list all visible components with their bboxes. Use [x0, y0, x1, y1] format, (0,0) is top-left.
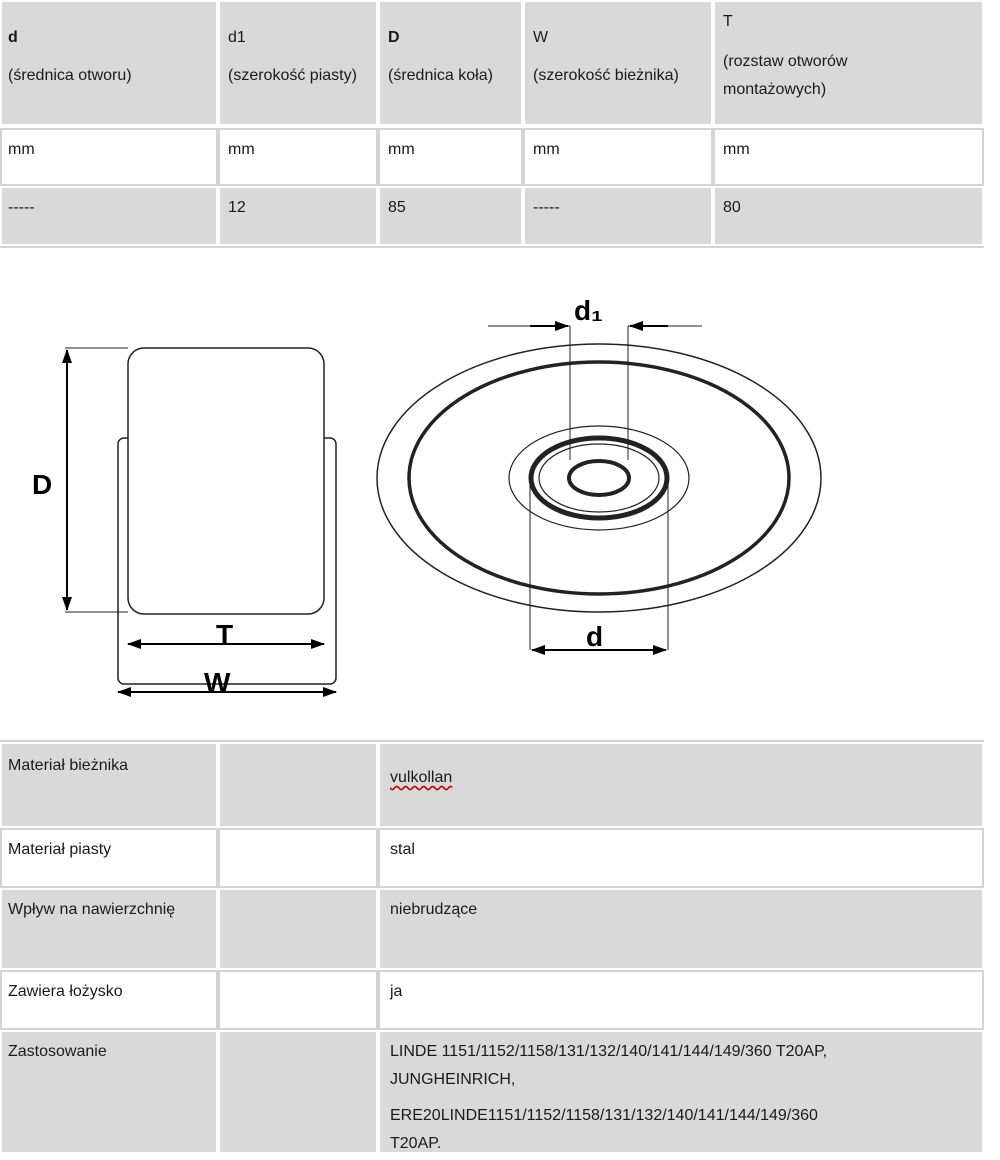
page-margin-right [984, 0, 1000, 1160]
property-value: niebrudzące [390, 901, 478, 918]
wheel-diagram [0, 246, 984, 742]
header-d1-desc: (szerokość piasty) [228, 67, 357, 84]
value-text: 80 [723, 199, 741, 216]
property-label: Materiał piasty [8, 841, 112, 858]
wheel-drawing [0, 248, 984, 744]
label-T: T [216, 619, 234, 650]
header-T-symbol: T [723, 13, 733, 30]
property-value-line: ERE20LINDE1151/1152/1158/131/132/140/141/144/149/360 [390, 1107, 818, 1124]
label-d: d [586, 621, 604, 652]
property-value-line: JUNGHEINRICH, [390, 1071, 516, 1088]
value-cell [0, 186, 218, 246]
unit-cell [378, 128, 523, 186]
property-empty-cell [218, 742, 378, 828]
header-W-symbol: W [533, 29, 549, 46]
front-view [377, 326, 821, 650]
unit-cell [0, 128, 218, 186]
value-cell [378, 186, 523, 246]
value-text: ----- [8, 199, 35, 216]
header-cell-W [523, 0, 713, 126]
page-margin-bottom [0, 1152, 1000, 1160]
property-value-cell [378, 1030, 984, 1160]
header-D-desc: (średnica koła) [388, 67, 493, 84]
property-empty-cell [218, 1030, 378, 1160]
property-label-cell [0, 742, 218, 828]
unit-text: mm [228, 141, 255, 158]
unit-text: mm [723, 141, 750, 158]
label-d1: d₁ [574, 295, 603, 326]
unit-cell [713, 128, 984, 186]
value-text: 12 [228, 199, 246, 216]
property-value: ja [390, 983, 403, 1000]
property-label: Zawiera łożysko [8, 983, 123, 1000]
value-cell [523, 186, 713, 246]
value-cell [713, 186, 984, 246]
unit-cell [523, 128, 713, 186]
header-W-desc: (szerokość bieżnika) [533, 67, 679, 84]
header-D-symbol: D [388, 29, 400, 46]
property-label: Wpływ na nawierzchnię [8, 901, 176, 918]
header-d-desc: (średnica otworu) [8, 67, 132, 84]
header-cell-D [378, 0, 523, 126]
unit-text: mm [533, 141, 560, 158]
side-view [65, 348, 336, 684]
header-d1-symbol: d1 [228, 29, 246, 46]
value-cell [218, 186, 378, 246]
unit-text: mm [388, 141, 415, 158]
property-value-cell [378, 828, 984, 888]
property-value-cell [378, 888, 984, 970]
value-text: 85 [388, 199, 406, 216]
property-label-cell [0, 888, 218, 970]
label-W: W [204, 667, 231, 698]
property-label: Zastosowanie [8, 1043, 107, 1060]
property-value-line: LINDE 1151/1152/1158/131/132/140/141/144/149/360 T20AP, [390, 1043, 828, 1060]
label-D: D [32, 469, 53, 500]
header-cell-T [713, 0, 984, 126]
value-text: ----- [533, 199, 560, 216]
header-T-desc-line2: montażowych) [723, 81, 827, 98]
property-label-cell [0, 1030, 218, 1160]
header-T-desc-line1: (rozstaw otworów [723, 53, 848, 70]
property-empty-cell [218, 970, 378, 1030]
property-value-line: T20AP. [390, 1135, 442, 1152]
property-label-cell [0, 970, 218, 1030]
header-d-symbol: d [8, 29, 18, 46]
header-cell-d1 [218, 0, 378, 126]
unit-text: mm [8, 141, 35, 158]
property-value: vulkollan [390, 769, 453, 786]
property-label: Materiał bieżnika [8, 757, 129, 774]
property-value: stal [390, 841, 415, 858]
unit-cell [218, 128, 378, 186]
property-empty-cell [218, 888, 378, 970]
property-value-cell [378, 970, 984, 1030]
property-value-cell [378, 742, 984, 828]
header-cell-d [0, 0, 218, 126]
property-empty-cell [218, 828, 378, 888]
property-label-cell [0, 828, 218, 888]
